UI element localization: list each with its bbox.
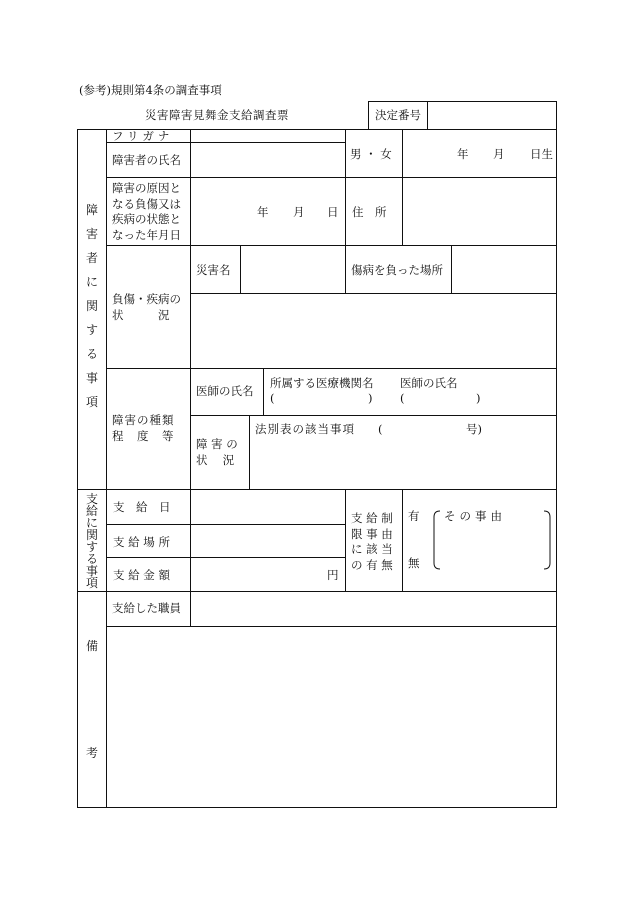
doctor-name-label: 医師の氏名: [196, 384, 254, 398]
decision-number-field[interactable]: [429, 103, 555, 128]
disability-type-label: 障害の種類 程 度 等: [112, 413, 175, 443]
decision-number-label: 決定番号: [375, 108, 421, 122]
medical-institution-label: 所属する医療機関名: [270, 376, 374, 390]
birth-year-label: 年: [457, 147, 469, 161]
disaster-name-label: 災害名: [196, 263, 231, 277]
institution-paren-close: ): [368, 391, 373, 405]
birth-month-label: 月: [493, 147, 505, 161]
annex-item-close: 号): [466, 422, 482, 436]
name-label: 障害者の氏名: [112, 153, 181, 167]
injury-place-field[interactable]: [453, 247, 555, 292]
cause-date-day: 日: [327, 205, 339, 219]
injury-status-label: 負傷・疾病の 状 況: [112, 292, 181, 322]
restriction-label: 支 給 制 限 事 由 に 該 当 の 有 無: [351, 511, 393, 572]
furigana-label: フリガナ: [112, 129, 174, 143]
remarks-field[interactable]: [108, 628, 555, 806]
doctor-paren-close: ): [476, 391, 481, 405]
restriction-yes[interactable]: 有: [408, 509, 420, 523]
furigana-field[interactable]: [192, 130, 344, 142]
address-label: 住 所: [352, 205, 387, 219]
name-field[interactable]: [192, 144, 344, 176]
section-label-remarks-top: 備: [85, 639, 98, 653]
payment-place-field[interactable]: [192, 526, 344, 556]
payment-date-label: 支 給 日: [113, 500, 171, 514]
yen-label: 円: [327, 568, 339, 582]
institution-paren-open: (: [270, 391, 275, 405]
sex-label[interactable]: 男 ・ 女: [350, 147, 392, 161]
cause-date-year: 年: [257, 205, 269, 219]
disability-status-label: 障 害 の 状 況: [196, 437, 238, 467]
doctor-paren-open: (: [400, 391, 405, 405]
section-label-remarks-bottom: 考: [85, 746, 98, 760]
annex-label: 法別表の該当事項: [255, 422, 355, 436]
birth-day-label: 日生: [530, 147, 553, 161]
cause-label: 障害の原因と なる負傷又は 疾病の状態と なった年月日: [112, 181, 181, 242]
cause-date-month: 月: [293, 205, 305, 219]
payment-place-label: 支 給 場 所: [113, 535, 170, 549]
injury-place-label: 傷病を負った場所: [351, 263, 443, 277]
reason-field[interactable]: [440, 526, 544, 566]
staff-field[interactable]: [192, 593, 555, 625]
payment-date-field[interactable]: [192, 491, 344, 523]
disaster-name-field[interactable]: [242, 247, 344, 292]
disability-status-field[interactable]: [251, 440, 555, 488]
address-field[interactable]: [404, 179, 555, 244]
restriction-no[interactable]: 無: [408, 556, 420, 570]
reference-note: (参考)規則第4条の調査事項: [79, 83, 222, 97]
reason-label: その事由: [444, 509, 506, 523]
staff-label: 支給した職員: [112, 601, 181, 615]
doctor-name-label-right: 医師の氏名: [400, 376, 458, 390]
table-border: [368, 101, 557, 102]
payment-amount-label: 支 給 金 額: [113, 568, 170, 582]
medical-institution-field[interactable]: [278, 390, 366, 406]
form-title: 災害障害見舞金支給調査票: [145, 108, 289, 122]
annex-item-field[interactable]: [388, 420, 464, 436]
section-label-disabled-person: 障 害 者 に 関 す る 事 項: [85, 203, 98, 409]
annex-paren-open: (: [378, 422, 383, 436]
doctor-name-field[interactable]: [408, 390, 474, 406]
payment-amount-field[interactable]: [192, 559, 324, 590]
section-label-payment: 支 給 に 関 す る 事 項: [85, 492, 98, 590]
injury-status-field[interactable]: [192, 295, 555, 367]
